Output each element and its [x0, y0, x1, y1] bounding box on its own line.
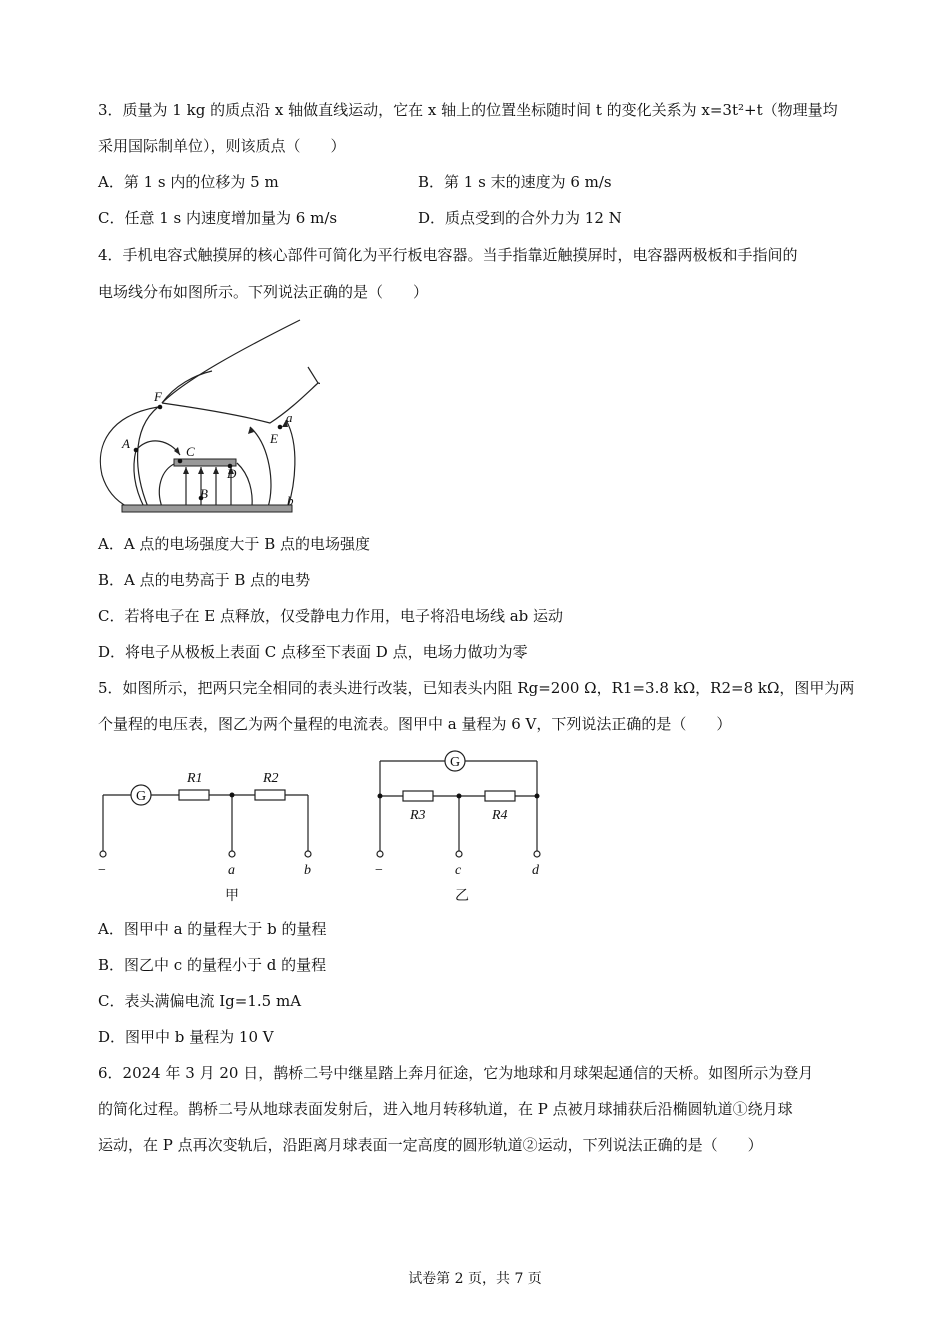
figure-label-a-upper: A	[122, 436, 130, 451]
resistor-label-r2: R2	[263, 771, 279, 786]
q6-stem-line1: 6．2024 年 3 月 20 日，鹊桥二号中继星踏上奔月征途，它为地球和月球架起通信的天桥。如图所示为登月	[98, 1064, 814, 1082]
q5-option-b: B．图乙中 c 的量程小于 d 的量程	[98, 956, 327, 974]
page-footer: 试卷第 2 页，共 7 页	[408, 1271, 542, 1287]
figure-label-b-upper: B	[200, 486, 208, 501]
resistor-label-r4: R4	[492, 808, 508, 823]
terminal-minus-jia: −	[98, 863, 106, 878]
terminal-a: a	[228, 863, 235, 878]
figure-label-e: E	[270, 431, 278, 446]
q4-option-b: B．A 点的电势高于 B 点的电势	[98, 571, 311, 589]
q5-option-d: D．图甲中 b 量程为 10 V	[98, 1028, 274, 1046]
q3-option-d: D．质点受到的合外力为 12 N	[418, 209, 622, 227]
q3-option-a: A．第 1 s 内的位移为 5 m	[98, 173, 279, 191]
caption-yi: 乙	[455, 889, 469, 904]
q5-circuit-yi	[370, 745, 550, 910]
q4-stem-line2: 电场线分布如图所示。下列说法正确的是（ ）	[98, 283, 429, 301]
resistor-label-r1: R1	[187, 771, 203, 786]
q4-capacitor-field-figure	[90, 315, 320, 520]
galvanometer-label-yi: G	[450, 755, 461, 770]
q3-stem-line2: 采用国际制单位），则该质点（ ）	[98, 137, 346, 155]
q3-option-c: C．任意 1 s 内速度增加量为 6 m/s	[98, 209, 338, 227]
terminal-d: d	[532, 863, 539, 878]
q5-option-c: C．表头满偏电流 Ig=1.5 mA	[98, 992, 302, 1010]
figure-label-d: D	[227, 466, 237, 481]
resistor-label-r3: R3	[410, 808, 426, 823]
figure-label-f: F	[154, 389, 162, 404]
q5-circuit-jia	[95, 760, 325, 910]
terminal-c: c	[455, 863, 462, 878]
figure-label-a-lower: a	[286, 410, 293, 425]
q3-stem-line1: 3．质量为 1 kg 的质点沿 x 轴做直线运动，它在 x 轴上的位置坐标随时间 t 的变化关系为 x=3t²+t（物理量均	[98, 101, 838, 119]
q4-option-a: A．A 点的电场强度大于 B 点的电场强度	[98, 535, 370, 553]
caption-jia: 甲	[225, 889, 239, 904]
figure-label-b-lower: b	[287, 493, 294, 508]
q4-stem-line1: 4．手机电容式触摸屏的核心部件可简化为平行板电容器。当手指靠近触摸屏时，电容器两极板和手指间的	[98, 246, 798, 264]
galvanometer-label-jia: G	[136, 789, 147, 804]
terminal-minus-yi: −	[375, 863, 383, 878]
q6-stem-line2: 的简化过程。鹊桥二号从地球表面发射后，进入地月转移轨道，在 P 点被月球捕获后沿椭圆轨道①绕月球	[98, 1100, 793, 1118]
q4-option-d: D．将电子从极板上表面 C 点移至下表面 D 点，电场力做功为零	[98, 643, 528, 661]
figure-label-c: C	[186, 444, 195, 459]
q6-stem-line3: 运动，在 P 点再次变轨后，沿距离月球表面一定高度的圆形轨道②运动，下列说法正确的是（ ）	[98, 1136, 763, 1154]
q4-option-c: C．若将电子在 E 点释放，仅受静电力作用，电子将沿电场线 ab 运动	[98, 607, 564, 625]
terminal-b: b	[304, 863, 311, 878]
q5-stem-line1: 5．如图所示，把两只完全相同的表头进行改装，已知表头内阻 Rg=200 Ω，R1=3.8 kΩ，R2=8 kΩ，图甲为两	[98, 679, 855, 697]
q3-option-b: B．第 1 s 末的速度为 6 m/s	[418, 173, 612, 191]
q5-stem-line2: 个量程的电压表，图乙为两个量程的电流表。图甲中 a 量程为 6 V，下列说法正确的是（ ）	[98, 715, 732, 733]
q5-option-a: A．图甲中 a 的量程大于 b 的量程	[98, 920, 327, 938]
